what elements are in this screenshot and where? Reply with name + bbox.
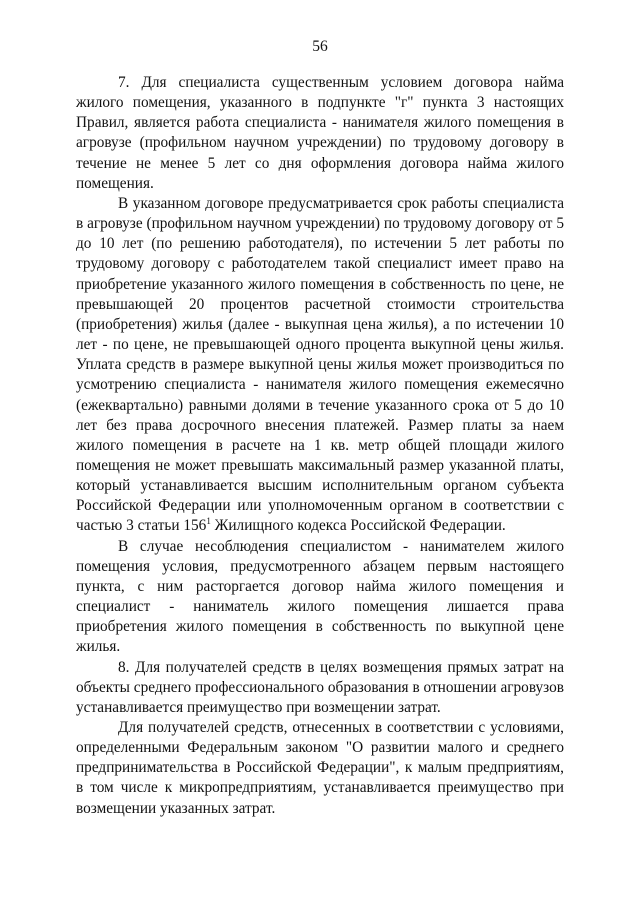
paragraph-8: 8. Для получателей средств в целях возмещения прямых затрат на объекты среднего профессионального образования в отношении агровузов устанавливается преимущество при возмещении затрат. <box>76 658 564 716</box>
paragraph-7: 7. Для специалиста существенным условием договора найма жилого помещения, указанного в подпункте "г" пункта 3 настоящих Правил, является работа специалиста - нанимателя жилого помещения в агровузе (профильном научном учреждении) по трудовому договору в течение не менее 5 лет со дня оформления договора найма жилого помещения. <box>76 74 564 192</box>
document-body <box>76 73 564 819</box>
paragraph-violation: В случае несоблюдения специалистом - нанимателем жилого помещения условия, предусмотренного абзацем первым настоящего пункта, с ним расторгается договор найма жилого помещения и специалист - наниматель жилого помещения лишается права приобретения жилого помещения в собственность по выкупной цене жилья. <box>76 537 564 656</box>
paragraph-contract-term-tail: Жилищного кодекса Российской Федерации. <box>210 517 506 535</box>
paragraph-small-business: Для получателей средств, отнесенных в соответствии с условиями, определенными Федеральным законом "О развитии малого и среднего предпринимательства в Российской Федерации", к малым предприятиям, в том числе к микропредприятиям, устанавливается преимущество при возмещении указанных затрат. <box>76 719 564 817</box>
page-number: 56 <box>312 38 328 55</box>
article-superscript: 1 <box>206 516 211 527</box>
paragraph-contract-term <box>76 194 564 537</box>
paragraph-contract-term-text: В указанном договоре предусматривается срок работы специалиста в агровузе (профильном научном учреждении) по трудовому договору от 5 до 10 лет (по решению работодателя), по истечении 5 лет работы по трудовому договору с работодателем такой специалист имеет право на приобретение указанного жилого помещения в собственность по цене, не превышающей 20 процентов расчетной стоимости строительства (приобретения) жилья (далее - выкупная цена жилья), а по истечении 10 лет - по цене, не превышающей одного процента выкупной цены жилья. Уплата средств в размере выкупной цены жилья может производиться по усмотрению специалиста - нанимателя жилого помещения ежемесячно (ежеквартально) равными долями в течение указанного срока от 5 до 10 лет без права досрочного внесения платежей. Размер платы за наем жилого помещения в расчете на 1 кв. метр общей площади жилого помещения не может превышать максимальный размер указанной платы, который устанавливается высшим исполнительным органом субъекта Российской Федерации или уполномоченным органом в соответствии с частью 3 статьи 156 <box>76 194 564 535</box>
